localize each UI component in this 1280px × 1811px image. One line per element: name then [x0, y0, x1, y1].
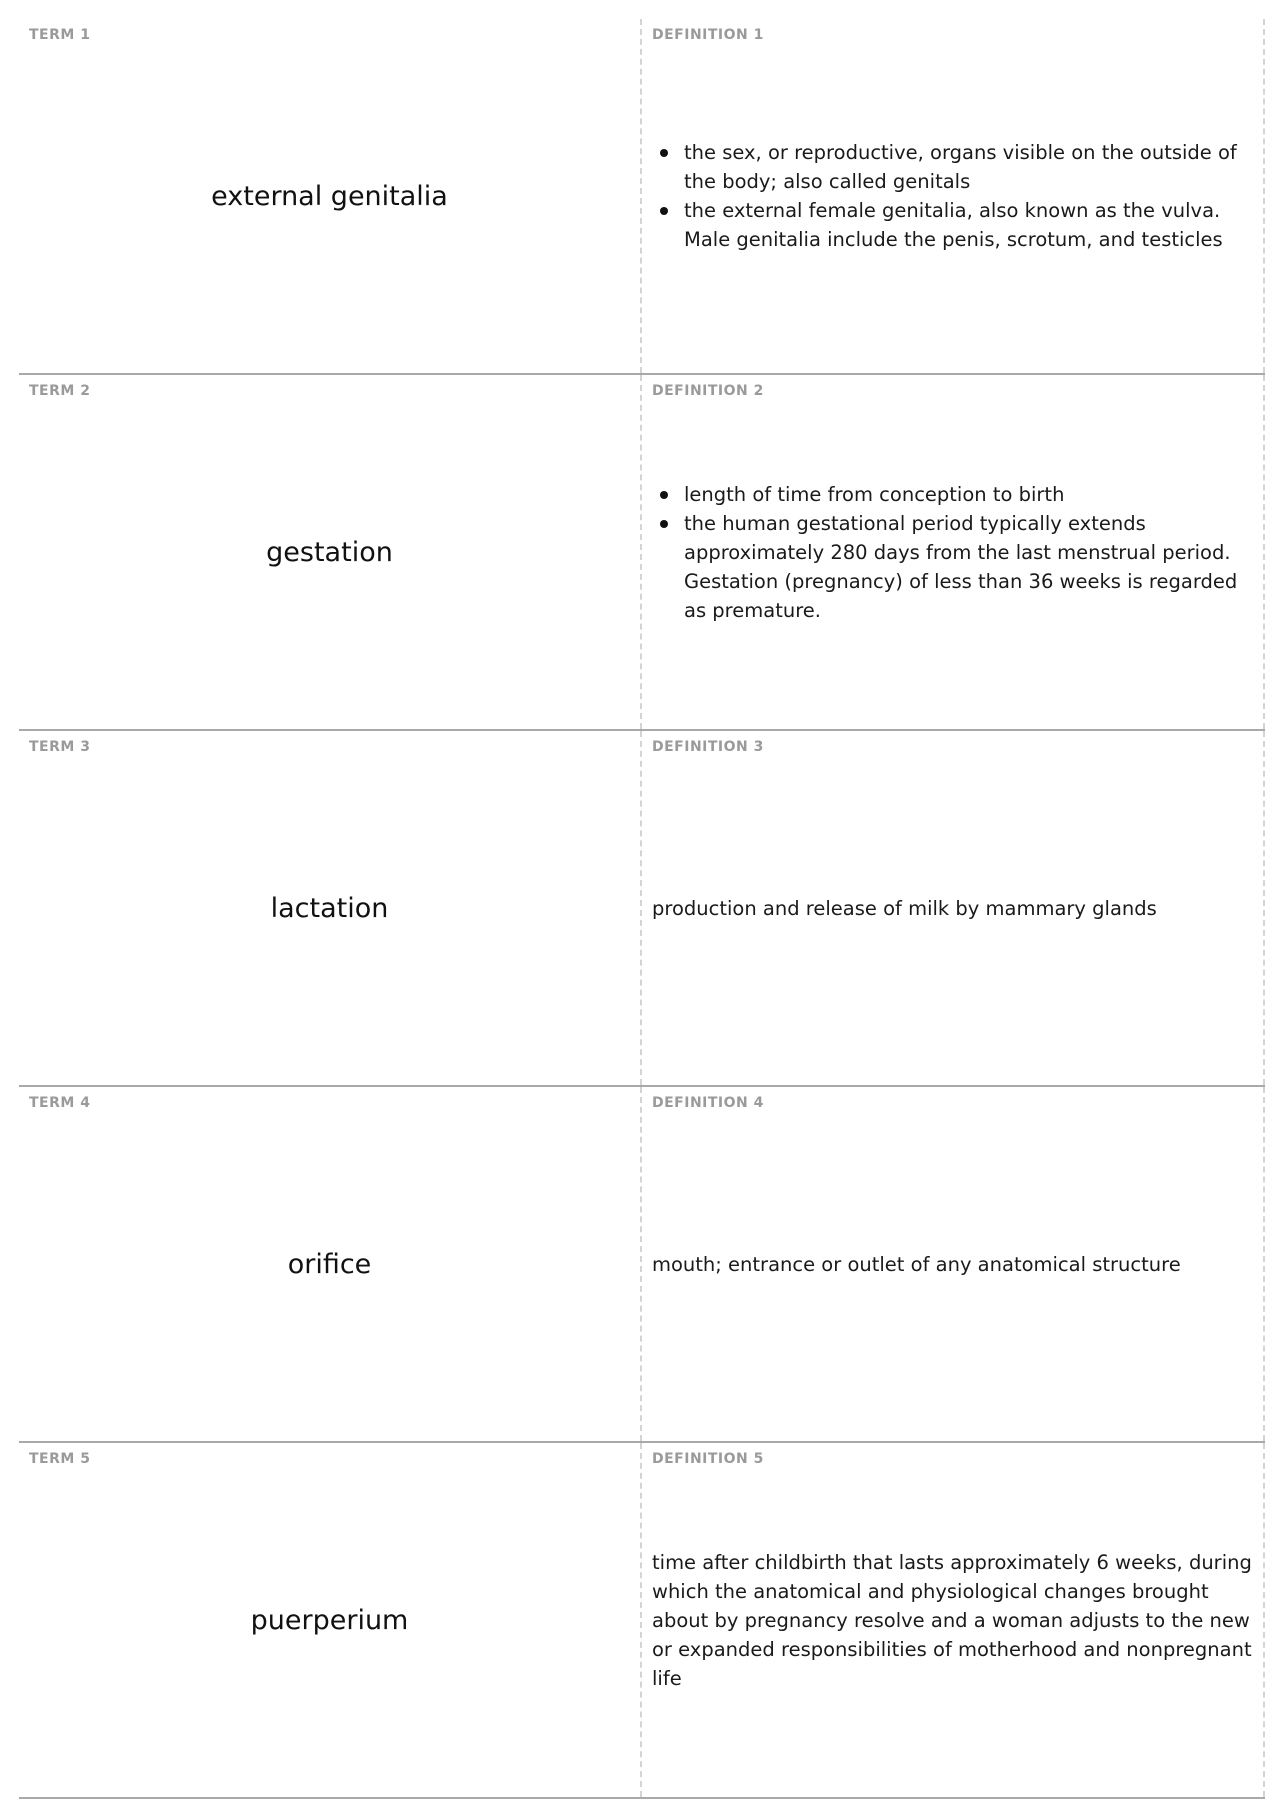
definition-list [652, 480, 1255, 625]
term-text: lactation [270, 892, 389, 924]
flashcard-row [19, 731, 1265, 1087]
term-text: orifice [287, 1248, 372, 1280]
term-cell [19, 375, 642, 729]
definition-label: DEFINITION 2 [652, 383, 764, 399]
term-label: TERM 5 [29, 1451, 91, 1467]
definition-cell [642, 731, 1265, 1085]
term-text: gestation [266, 536, 393, 568]
term-cell [19, 1443, 642, 1797]
definition-label: DEFINITION 1 [652, 27, 764, 43]
definition-list-item: the external female genitalia, also known as the vulva. Male genitalia include the penis, scrotum, and testicles [684, 196, 1255, 254]
definition-cell [642, 19, 1265, 373]
term-text: external genitalia [211, 180, 448, 212]
definition-label: DEFINITION 3 [652, 739, 764, 755]
flashcard-row [19, 19, 1265, 375]
definition-body [652, 1443, 1255, 1797]
definition-cell [642, 1443, 1265, 1797]
definition-body [652, 731, 1255, 1085]
term-label: TERM 4 [29, 1095, 91, 1111]
definition-text: time after childbirth that lasts approximately 6 weeks, during which the anatomical and physiological changes brought about by pregnancy resolve and a woman adjusts to the new or expanded responsibilities of motherhood and nonpregnant life [652, 1550, 1252, 1690]
definition-list-item: the sex, or reproductive, organs visible on the outside of the body; also called genitals [684, 138, 1255, 196]
term-cell [19, 1087, 642, 1441]
definition-list-item: length of time from conception to birth [684, 480, 1255, 509]
term-cell [19, 19, 642, 373]
definition-list [652, 138, 1255, 254]
term-label: TERM 2 [29, 383, 91, 399]
flashcard-row [19, 375, 1265, 731]
flashcard-row [19, 1443, 1265, 1799]
term-label: TERM 3 [29, 739, 91, 755]
flashcard-row [19, 1087, 1265, 1443]
definition-text: mouth; entrance or outlet of any anatomical structure [652, 1252, 1181, 1276]
term-text: puerperium [250, 1604, 409, 1636]
definition-list-item: the human gestational period typically extends approximately 280 days from the last menstrual period. Gestation (pregnancy) of less than 36 weeks is regarded as premature. [684, 509, 1255, 625]
definition-body [652, 375, 1255, 729]
term-cell [19, 731, 642, 1085]
definition-text: production and release of milk by mammary glands [652, 896, 1157, 920]
term-label: TERM 1 [29, 27, 91, 43]
definition-label: DEFINITION 4 [652, 1095, 764, 1111]
definition-body [652, 1087, 1255, 1441]
definition-cell [642, 375, 1265, 729]
definition-cell [642, 1087, 1265, 1441]
flashcard-sheet [19, 19, 1265, 1799]
definition-label: DEFINITION 5 [652, 1451, 764, 1467]
definition-body [652, 19, 1255, 373]
